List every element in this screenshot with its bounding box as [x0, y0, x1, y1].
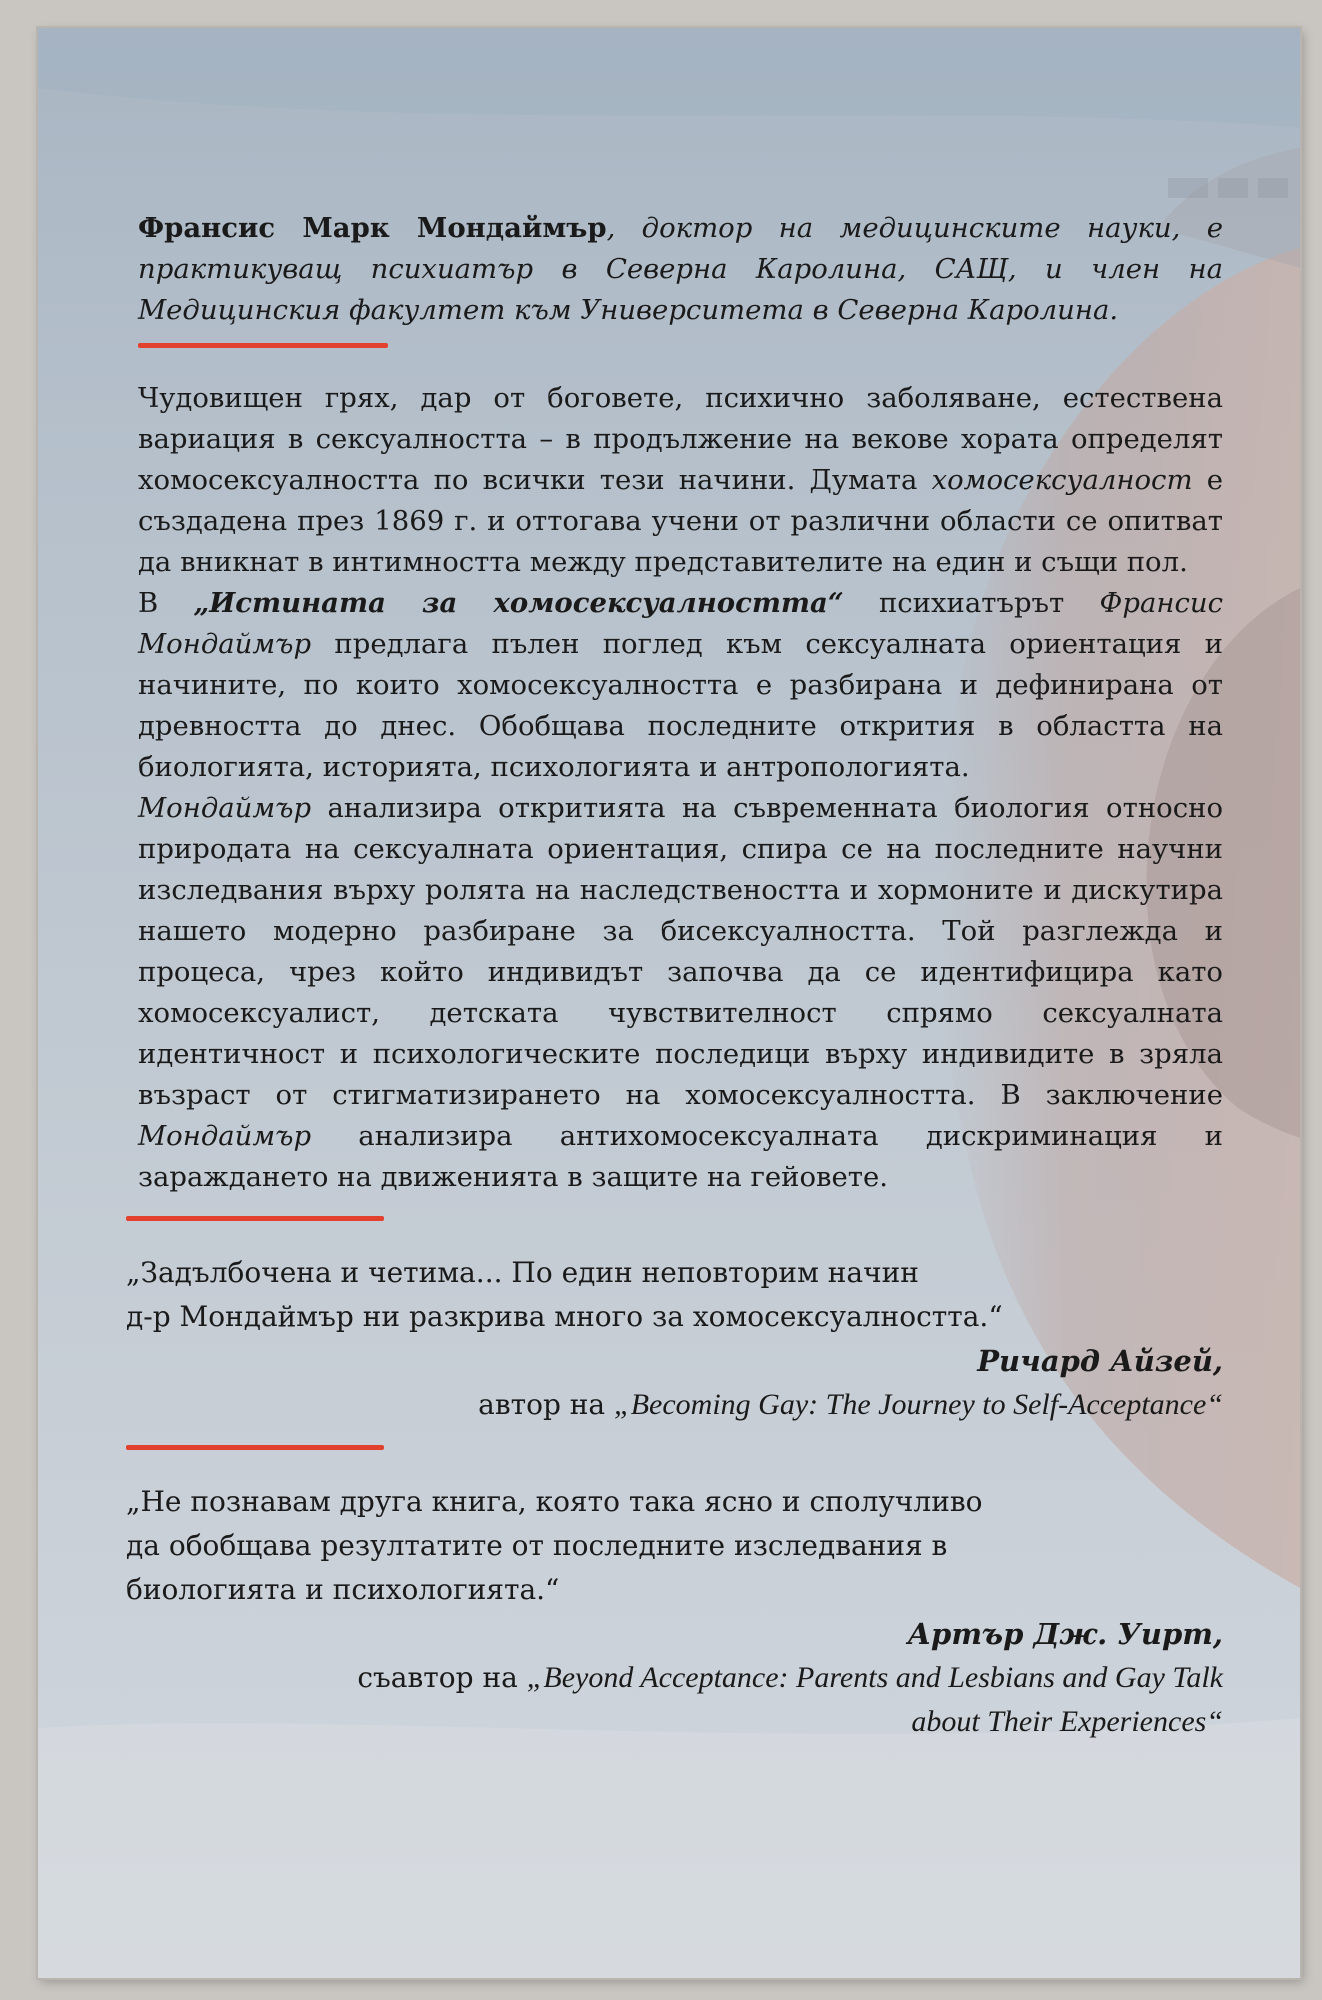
author-mention: Мондаймър — [138, 1120, 312, 1152]
review-quote-line: „Не познавам друга книга, която така ясно и сполучливо — [126, 1485, 983, 1518]
review-source-prefix: автор на — [478, 1388, 615, 1421]
review-2 — [126, 1480, 1223, 1744]
review-source-title: „Beyond Acceptance: Parents and Lesbians and Gay Talk — [526, 1661, 1223, 1694]
description-text: психиатърът — [843, 587, 1100, 619]
review-quote-line: „Задълбочена и четима... По един неповторим начин — [126, 1256, 919, 1289]
review-quote-line: биологията и психологията.“ — [126, 1573, 560, 1606]
review-author: Ричард Айзей, — [977, 1344, 1223, 1378]
description-text: анализира антихомосексуалната дискриминация и зараждането на движенията в защите на гейовете. — [138, 1120, 1223, 1193]
review-quote-line: да обобщава резултатите от последните изследвания в — [126, 1529, 948, 1562]
author-name: Франсис Марк Мондаймър — [138, 212, 607, 244]
back-cover-text — [126, 208, 1223, 1744]
author-mention: Франсис Мондаймър — [138, 587, 1223, 660]
review-source-title: about Their Experiences“ — [911, 1705, 1223, 1738]
review-1 — [126, 1251, 1223, 1427]
review-source — [126, 1700, 1223, 1744]
description-paragraph-3 — [138, 788, 1223, 1198]
red-divider — [126, 1216, 384, 1221]
description-paragraph-1 — [138, 378, 1223, 583]
review-source — [126, 1383, 1223, 1427]
review-source-title: „Becoming Gay: The Journey to Self-Acceptance“ — [614, 1388, 1223, 1421]
red-divider — [126, 1445, 384, 1450]
description-text: е създадена през 1869 г. и оттогава учени от различни области се опитват да вникнат в интимността между представителите на един и същи пол. — [138, 464, 1223, 578]
description-paragraph-2 — [138, 583, 1223, 788]
term-italic: хомосексуалност — [931, 464, 1193, 496]
review-source-prefix: съавтор на — [357, 1661, 527, 1694]
review-author: Артър Дж. Уирт, — [907, 1617, 1223, 1651]
author-bio-text: , доктор на медицинските науки, е практикуващ психиатър в Северна Каролина, САЩ, и член на Медицинския факултет към Университета в Северна Каролина. — [138, 212, 1223, 326]
review-quote-line: д-р Мондаймър ни разкрива много за хомосексуалността.“ — [126, 1300, 1003, 1333]
book-back-cover — [38, 28, 1300, 1978]
book-title: „Истината за хомосексуалността“ — [193, 587, 844, 619]
description-text: Чудовищен грях, дар от боговете, психично заболяване, естествена вариация в сексуалността – в продължение на векове хората определят хомосексуалността по всички тези начини. Думата — [138, 382, 1223, 496]
description-text: анализира откритията на съвременната биология относно природата на сексуалната ориентация, спира се на последните научни изследвания върху ролята на наследствеността и хормоните и дискутира нашето модерно разбиране за бисексуалността. Той разглежда и процеса, чрез който индивидът започва да се идентифицира като хомосексуалист, детската чувствителност спрямо сексуалната идентичност и психологическите последици върху индивидите в зряла възраст от стигматизирането на хомосексуалността. В заключение — [138, 792, 1223, 1111]
description-text: предлага пълен поглед към сексуалната ориентация и начините, по които хомосексуалността е разбирана и дефинирана от древността до днес. Обобщава последните открития в областта на биологията, историята, психологията и антропологията. — [138, 628, 1223, 783]
author-mention: Мондаймър — [138, 792, 312, 824]
review-source — [126, 1656, 1223, 1700]
author-bio — [138, 208, 1223, 331]
red-divider — [138, 343, 388, 348]
description-text: В — [138, 587, 194, 619]
